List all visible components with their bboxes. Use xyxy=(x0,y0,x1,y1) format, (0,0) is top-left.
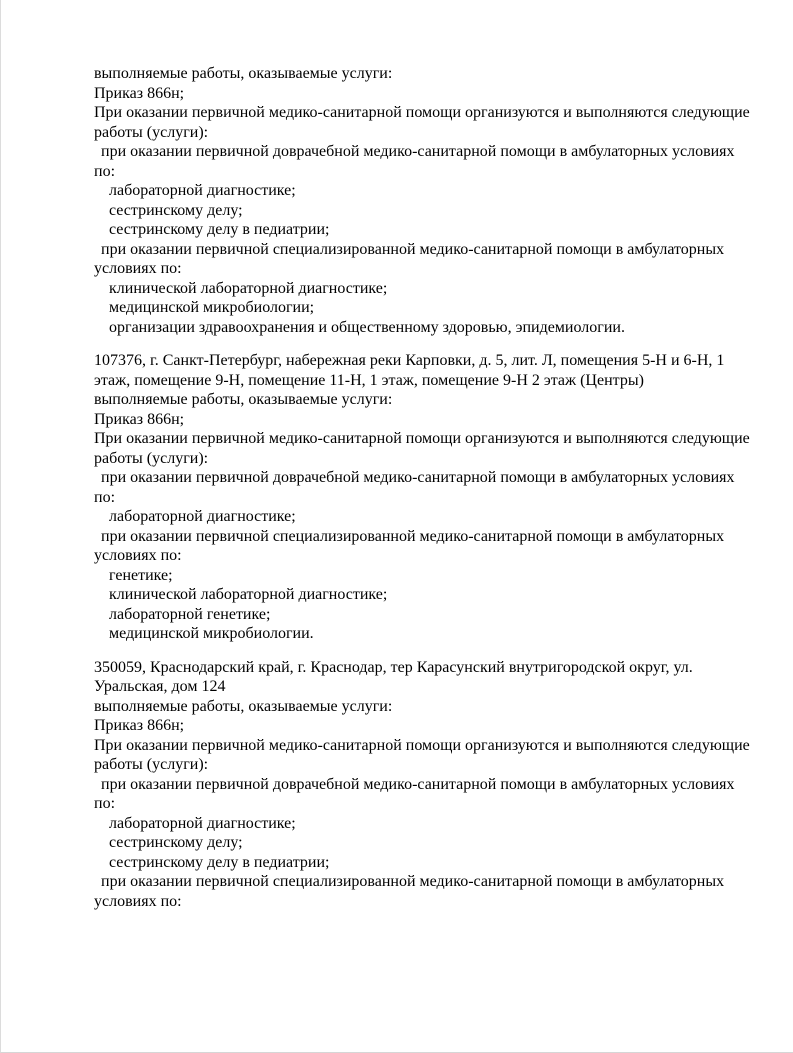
text-line: медицинской микробиологии; xyxy=(109,299,315,316)
text-line: При оказании первичной медико-санитарной помощи организуются и выполняются следующие xyxy=(94,104,750,121)
document-page xyxy=(1,0,793,951)
text-line: условиях по: xyxy=(94,892,182,910)
text-line: организации здравоохранения и общественному здоровью, эпидемиологии. xyxy=(109,318,625,336)
text-line: сестринскому делу в педиатрии; xyxy=(109,853,330,871)
text-line: работы (услуги): xyxy=(94,449,209,467)
text-block xyxy=(94,351,754,644)
text-line: при оказании первичной специализированной медико-санитарной помощи в амбулаторных xyxy=(101,527,725,545)
text-line: Уральская, дом 124 xyxy=(94,678,226,695)
text-line: генетике; xyxy=(109,566,173,584)
text-line: при оказании первичной доврачебной медико-санитарной помощи в амбулаторных условиях xyxy=(101,143,735,160)
text-line: лабораторной генетике; xyxy=(109,605,271,623)
text-line: При оказании первичной медико-санитарной помощи организуются и выполняются следующие xyxy=(94,736,750,754)
text-line: Приказ 866н; xyxy=(94,84,185,102)
text-line: сестринскому делу; xyxy=(109,834,243,851)
text-line: по: xyxy=(94,162,116,180)
text-line: лабораторной диагностике; xyxy=(109,814,296,832)
text-line: по: xyxy=(94,795,116,812)
text-line: лабораторной диагностике; xyxy=(109,508,296,525)
text-line: при оказании первичной специализированной медико-санитарной помощи в амбулаторных xyxy=(101,240,725,258)
text-line: этаж, помещение 9-Н, помещение 11-Н, 1 этаж, помещение 9-Н 2 этаж (Центры) xyxy=(94,371,644,389)
text-line: сестринскому делу; xyxy=(109,201,243,219)
text-line: условиях по: xyxy=(94,260,182,277)
text-line: при оказании первичной специализированной медико-санитарной помощи в амбулаторных xyxy=(101,873,725,890)
text-line: клинической лабораторной диагностике; xyxy=(109,279,388,297)
text-line: лабораторной диагностике; xyxy=(109,182,296,199)
text-line: при оказании первичной доврачебной медико-санитарной помощи в амбулаторных условиях xyxy=(101,775,735,793)
text-line: работы (услуги): xyxy=(94,756,209,773)
text-line: работы (услуги): xyxy=(94,123,209,141)
text-block xyxy=(94,64,754,337)
text-line: 350059, Краснодарский край, г. Краснодар, тер Карасунский внутригородской округ, ул. xyxy=(94,658,693,676)
text-line: 107376, г. Санкт-Петербург, набережная реки Карповки, д. 5, лит. Л, помещения 5-Н и 6-Н, 1 xyxy=(94,352,725,369)
text-line: клинической лабораторной диагностике; xyxy=(109,586,388,603)
text-line: При оказании первичной медико-санитарной помощи организуются и выполняются следующие xyxy=(94,430,750,447)
text-line: Приказ 866н; xyxy=(94,410,185,428)
text-line: при оказании первичной доврачебной медико-санитарной помощи в амбулаторных условиях xyxy=(101,469,735,486)
text-line: условиях по: xyxy=(94,547,182,564)
text-line: медицинской микробиологии. xyxy=(109,625,314,642)
text-block xyxy=(94,658,754,912)
text-line: по: xyxy=(94,488,116,506)
text-line: выполняемые работы, оказываемые услуги: xyxy=(94,391,393,408)
text-line: сестринскому делу в педиатрии; xyxy=(109,221,330,238)
text-line: Приказ 866н; xyxy=(94,717,185,734)
text-line: выполняемые работы, оказываемые услуги: xyxy=(94,65,393,82)
text-line: выполняемые работы, оказываемые услуги: xyxy=(94,697,393,715)
